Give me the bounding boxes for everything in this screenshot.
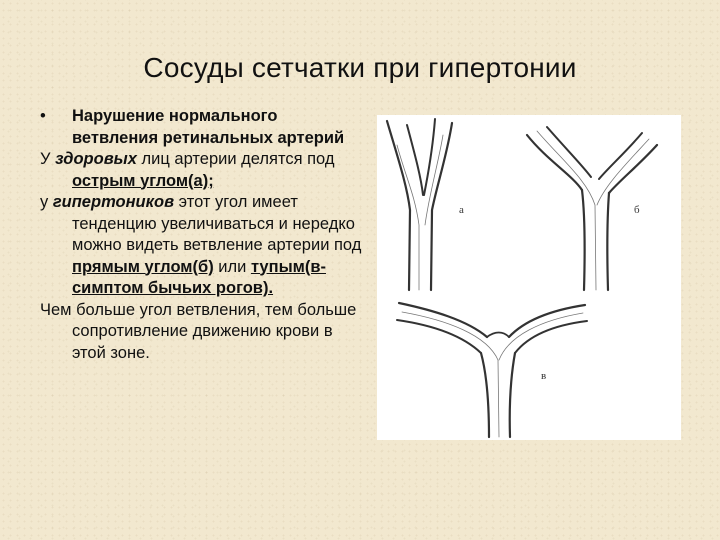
vessel-branching-figure xyxy=(377,115,681,440)
branch-a-acute xyxy=(387,119,452,290)
slide-title: Сосуды сетчатки при гипертонии xyxy=(143,52,577,83)
obtuse-angle-term: тупым(в- симптом бычьих рогов). xyxy=(72,257,327,297)
bullet-paragraph xyxy=(40,106,365,149)
label-b: б xyxy=(634,204,640,216)
hypertensive-term: гипертоников xyxy=(52,193,175,211)
hyper-or: или xyxy=(213,257,251,276)
hyper-text: этот угол имеет тенденцию увеличиваться и нередко можно видеть ветвление артерии под xyxy=(72,193,362,254)
conclusion-paragraph: Чем больше угол ветвления, тем больше сопротивление движению крови в этой зоне. xyxy=(40,300,357,362)
hyper-prefix: у xyxy=(40,193,53,211)
healthy-paragraph xyxy=(40,149,365,192)
healthy-term: здоровых xyxy=(55,150,137,168)
bullet-icon: • xyxy=(40,107,46,125)
acute-angle-term: острым углом(а); xyxy=(72,171,214,190)
label-c: в xyxy=(541,370,547,382)
label-a: а xyxy=(459,204,464,216)
healthy-prefix: У xyxy=(40,150,56,168)
healthy-text: лиц артерии делятся под xyxy=(136,150,335,168)
slide-body-text xyxy=(40,106,365,364)
right-angle-term: прямым углом(б) xyxy=(72,257,214,276)
vessel-branching-drawing xyxy=(377,115,681,440)
hypertensive-paragraph xyxy=(40,192,365,300)
branch-c-obtuse xyxy=(397,303,587,437)
bullet-text: Нарушение нормального ветвления ретинальных артерий xyxy=(72,107,345,147)
